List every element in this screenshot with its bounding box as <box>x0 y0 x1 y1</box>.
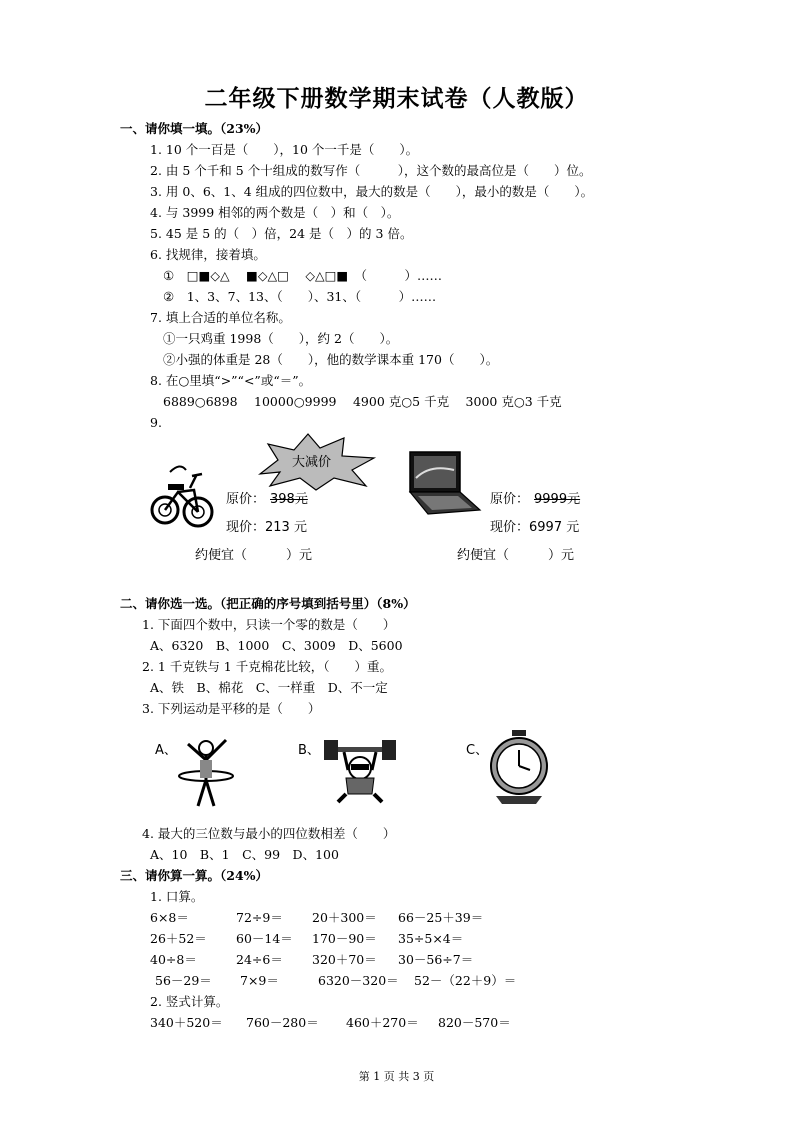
page-footer: 第 1 页 共 3 页 <box>358 1070 435 1083</box>
question-2-1: 1. 下面四个数中，只读一个零的数是（ ） <box>142 617 396 632</box>
question-1-6b: ② 1、3、7、13、（ ）、31、（ ）…… <box>163 289 437 304</box>
question-1-7b: ②小强的体重是 28（ ），他的数学课本重 170（ ）。 <box>163 352 499 367</box>
weightlifter-icon <box>320 738 400 804</box>
question-1-8a: 6889○6898 10000○9999 4900 克○5 千克 3000 克○3 千克 <box>163 394 562 409</box>
laptop-icon <box>406 448 482 520</box>
sale-badge-text: 大减价 <box>292 455 332 470</box>
question-1-4: 4. 与 3999 相邻的两个数是（ ）和（ ）。 <box>150 205 400 220</box>
calc-item: 60－14＝ <box>236 931 293 946</box>
section2-header: 二、请你选一选。（把正确的序号填到括号里）（8%） <box>120 596 416 611</box>
question-2-2-options: A、铁 B、棉花 C、一样重 D、不一定 <box>150 680 388 695</box>
question-2-3: 3. 下列运动是平移的是（ ） <box>142 701 321 716</box>
vertical-calc-item: 340＋520＝ <box>150 1015 223 1030</box>
laptop-now-price: 现价：6997 元 <box>490 520 580 535</box>
option-c-label: C、 <box>466 743 489 758</box>
question-1-7: 7. 填上合适的单位名称。 <box>150 310 291 325</box>
calc-item: 56－29＝ <box>155 973 212 988</box>
laptop-original-price: 9999元 <box>534 492 581 507</box>
vertical-calc-item: 460＋270＝ <box>346 1015 419 1030</box>
calc-item: 35÷5×4＝ <box>398 931 464 946</box>
question-2-4-options: A、10 B、1 C、99 D、100 <box>150 847 339 862</box>
calc-item: 30－56÷7＝ <box>398 952 474 967</box>
question-1-2: 2. 由 5 个千和 5 个十组成的数写作（ ），这个数的最高位是（ ）位。 <box>150 163 592 178</box>
question-1-9: 9. <box>150 415 162 430</box>
calc-item: 52－（22＋9）＝ <box>414 973 517 988</box>
calc-item: 72÷9＝ <box>236 910 283 925</box>
saving-answer-1: 约便宜（ ）元 <box>195 548 313 563</box>
calc-item: 6320－320＝ <box>318 973 399 988</box>
question-1-8: 8. 在○里填“>”“<”或“＝”。 <box>150 373 312 388</box>
bike-original-label: 原价： <box>226 492 266 507</box>
alarm-clock-icon <box>488 730 550 806</box>
calc-item: 170－90＝ <box>312 931 377 946</box>
question-3-2: 2. 竖式计算。 <box>150 994 229 1009</box>
question-1-7a: ①一只鸡重 1998（ ），约 2（ ）。 <box>163 331 399 346</box>
calc-item: 24÷6＝ <box>236 952 283 967</box>
question-3-1: 1. 口算。 <box>150 889 204 904</box>
question-1-6: 6. 找规律，接着填。 <box>150 247 266 262</box>
page-title: 二年级下册数学期末试卷（人教版） <box>204 85 589 112</box>
bike-original-price: 398元 <box>270 492 308 507</box>
question-2-4: 4. 最大的三位数与最小的四位数相差（ ） <box>142 826 396 841</box>
question-1-6a: ① □■◇△ ■◇△□ ◇△□■ （ ）…… <box>163 268 442 283</box>
calc-item: 66－25＋39＝ <box>398 910 484 925</box>
question-1-5: 5. 45 是 5 的（ ）倍，24 是（ ）的 3 倍。 <box>150 226 413 241</box>
saving-answer-2: 约便宜（ ）元 <box>457 548 575 563</box>
section3-header: 三、请你算一算。（24%） <box>120 868 269 883</box>
calc-item: 6×8＝ <box>150 910 189 925</box>
calc-item: 20＋300＝ <box>312 910 377 925</box>
laptop-original-label: 原价： <box>490 492 530 507</box>
question-1-1: 1. 10 个一百是（ ），10 个一千是（ ）。 <box>150 142 419 157</box>
bike-now-price: 现价：213 元 <box>226 520 307 535</box>
calc-item: 320＋70＝ <box>312 952 377 967</box>
calc-item: 7×9＝ <box>240 973 279 988</box>
question-2-1-options: A、6320 B、1000 C、3009 D、5600 <box>150 638 403 653</box>
bicycle-icon <box>150 462 216 530</box>
question-1-3: 3. 用 0、6、1、4 组成的四位数中，最大的数是（ ），最小的数是（ ）。 <box>150 184 594 199</box>
vertical-calc-item: 760－280＝ <box>246 1015 319 1030</box>
section1-header: 一、请你填一填。（23%） <box>120 121 269 136</box>
option-a-label: A、 <box>155 743 177 758</box>
option-b-label: B、 <box>298 743 320 758</box>
vertical-calc-item: 820－570＝ <box>438 1015 511 1030</box>
calc-item: 40÷8＝ <box>150 952 197 967</box>
question-2-2: 2. 1 千克铁与 1 千克棉花比较，（ ）重。 <box>142 659 392 674</box>
hula-hoop-girl-icon <box>178 732 234 810</box>
calc-item: 26＋52＝ <box>150 931 207 946</box>
